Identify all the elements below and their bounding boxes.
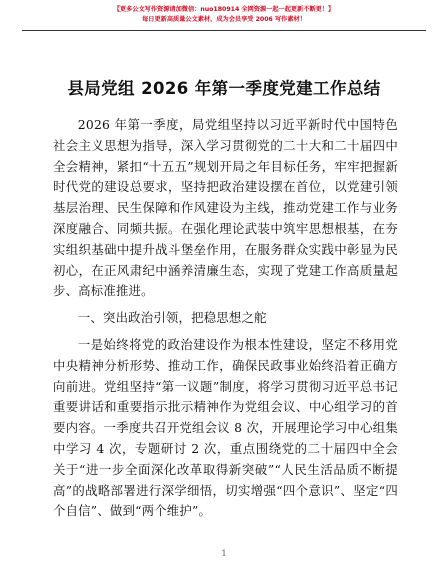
section-heading: 一、突出政治引领，把稳思想之舵 <box>77 310 267 326</box>
document-body <box>53 115 398 522</box>
page-number: 1 <box>221 549 227 558</box>
header-divider <box>22 30 426 31</box>
document-title: 县局党组 2026 年第一季度党建工作总结 <box>67 79 381 98</box>
body-paragraph: 一是始终将党的政治建设作为根本性建设，坚定不移用党中央精神分析形势、推动工作，确保民政事业始终沿着正确方向前进。党组坚持“第一议题”制度，将学习贯彻习近平总书记重要讲话和重要指示批示精神作为党组会议、中心组学习的首要内容。一季度共召开党组会议 8 次，开展理论学习中心组集中学习 4 次，专题研讨 2 次，重点围绕党的二十届四中全会关于“进一步全面深化改革取得新突破”“人民生活品质不断提高”的战略部署进行深学细悟，切实增强“四个意识”、坚定“四个自信”、做到“两个维护”。 <box>53 336 398 519</box>
banner-line-1: 【更多公文写作资源请加微信：nuo180914 全网资源一起一起更新不断更！】 <box>113 6 335 13</box>
header-banner <box>88 5 360 29</box>
banner-line-2: 每日更新高质量公文素材，成为会员享受 2006 写作素材！ <box>142 16 306 23</box>
intro-paragraph: 2026 年第一季度，局党组坚持以习近平新时代中国特色社会主义思想为指导，深入学习贯彻党的二十大和二十届四中全会精神，紧扣“十五五”规划开局之年目标任务，牢牢把握新时代党的建设总要求，坚持把政治建设摆在首位，以党建引领基层治理、民生保障和作风建设为主线，推动党建工作与业务深度融合、同频共振。在强化理论武装中筑牢思想根基，在夯实组织基础中提升战斗堡垒作用，在服务群众实践中彰显为民初心，在正风肃纪中涵养清廉生态，实现了党建工作高质量起步、高标准推进。 <box>53 117 398 299</box>
